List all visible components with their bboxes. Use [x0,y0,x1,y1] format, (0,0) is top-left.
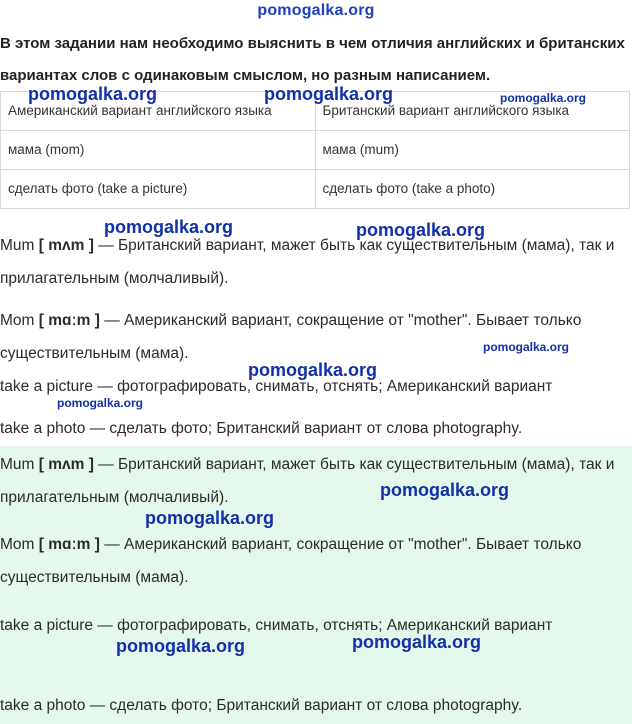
site-logo[interactable]: pomogalka.org [257,2,375,19]
explanation-photo: take a photo — сделать фото; Британский вариант от слова photography. [0,420,523,437]
watermark: pomogalka.org [380,480,510,500]
explanation-picture: take a picture — фотографировать, снимать, отснять; Американский вариант [0,378,553,395]
watermark: pomogalka.org [57,396,144,410]
table-cell: мама (mum) [315,131,630,170]
definition-mum: — Британский вариант, мажет быть как существительным (мама), так и прилагательным (молчаливый). [0,237,615,287]
comparison-table [0,91,630,209]
pronunciation-mom: [ mɑːm ] [38,312,100,329]
answer-picture: take a picture — фотографировать, снимать, отснять; Американский вариант [0,617,553,634]
answer-photo: take a photo — сделать фото; Британский вариант от слова photography. [0,697,523,714]
pronunciation-mom: [ mɑːm ] [38,536,100,553]
word-mom: Mom [0,312,35,329]
definition-mom: — Американский вариант, сокращение от "mother". Бывает только существительным (мама). [0,536,582,586]
word-mom: Mom [0,536,35,553]
table-cell: сделать фото (take a photo) [315,170,630,209]
watermark: pomogalka.org [264,84,394,104]
table-row [1,131,630,170]
watermark: pomogalka.org [104,217,234,237]
pronunciation-mum: [ mʌm ] [38,456,94,473]
watermark: pomogalka.org [500,91,587,105]
pronunciation-mum: [ mʌm ] [38,237,94,254]
watermark: pomogalka.org [28,84,158,104]
watermark: pomogalka.org [352,632,482,652]
definition-mum: — Британский вариант, мажет быть как существительным (мама), так и прилагательным (молчаливый). [0,456,615,506]
watermark: pomogalka.org [356,220,486,240]
table-row [1,170,630,209]
answer-mom [0,528,632,594]
watermark: pomogalka.org [116,636,246,656]
explanation-mum [0,229,632,295]
watermark: pomogalka.org [145,508,275,528]
watermark: pomogalka.org [483,340,570,354]
word-mum: Mum [0,237,35,254]
table-header-british: Британский вариант английского языка [315,92,630,131]
table-cell: мама (mom) [1,131,316,170]
table-header-american: Американский вариант английского языка [1,92,316,131]
answer-mum [0,448,632,514]
table-cell: сделать фото (take a picture) [1,170,316,209]
watermark: pomogalka.org [248,360,378,380]
task-description: В этом задании нам необходимо выяснить в чем отличия английских и британских вариантах слов с одинаковым смыслом, но разным написанием. [0,35,625,84]
definition-mom: — Американский вариант, сокращение от "mother". Бывает только существительным (мама). [0,312,582,362]
word-mum: Mum [0,456,35,473]
